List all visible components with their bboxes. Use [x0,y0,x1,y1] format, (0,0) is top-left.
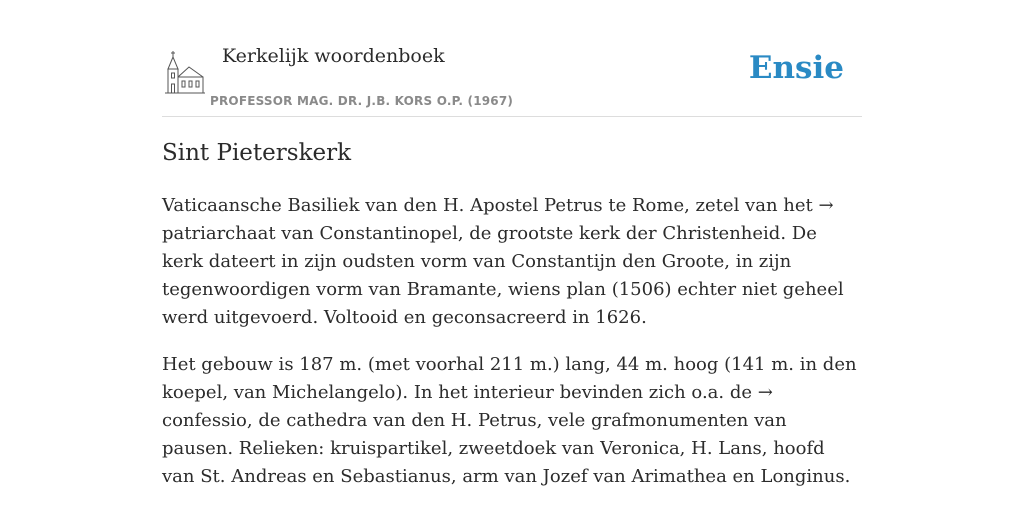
cross-reference-arrow-icon[interactable]: → [757,382,773,403]
header [162,0,862,117]
dictionary-title[interactable]: Kerkelijk woordenboek [222,45,445,67]
paragraph-text: Het gebouw is 187 m. (met voorhal 211 m.) lang, 44 m. hoog (141 m. in den koepel, van Michelangelo). In het interieur bevinden zich o.a. de [162,354,857,403]
entry-paragraph [162,192,862,332]
church-icon[interactable] [165,49,205,95]
entry-title: Sint Pieterskerk [162,140,352,166]
paragraph-text: confessio, de cathedra van den H. Petrus, vele grafmonumenten van pausen. Relieken: kruispartikel, zweetdoek van Veronica, H. Lans, hoofd van St. Andreas en Sebastianus, arm van Jozef van Arimathea en Longinus. [162,410,851,487]
page [162,0,862,487]
ensie-logo[interactable]: Ensie [748,50,844,86]
dictionary-author: PROFESSOR MAG. DR. J.B. KORS O.P. (1967) [210,94,514,108]
entry-paragraph [162,351,862,491]
entry-body [162,192,862,510]
paragraph-text: Vaticaansche Basiliek van den H. Apostel Petrus te Rome, zetel van het [162,195,819,216]
cross-reference-arrow-icon[interactable]: → [818,195,834,216]
paragraph-text: patriarchaat van Constantinopel, de grootste kerk der Christenheid. De kerk dateert in zijn oudsten vorm van Constantijn den Groote, in zijn tegenwoordigen vorm van Bramante, wiens plan (1506) echter niet geheel werd uitgevoerd. Voltooid en geconsacreerd in 1626. [162,223,844,328]
